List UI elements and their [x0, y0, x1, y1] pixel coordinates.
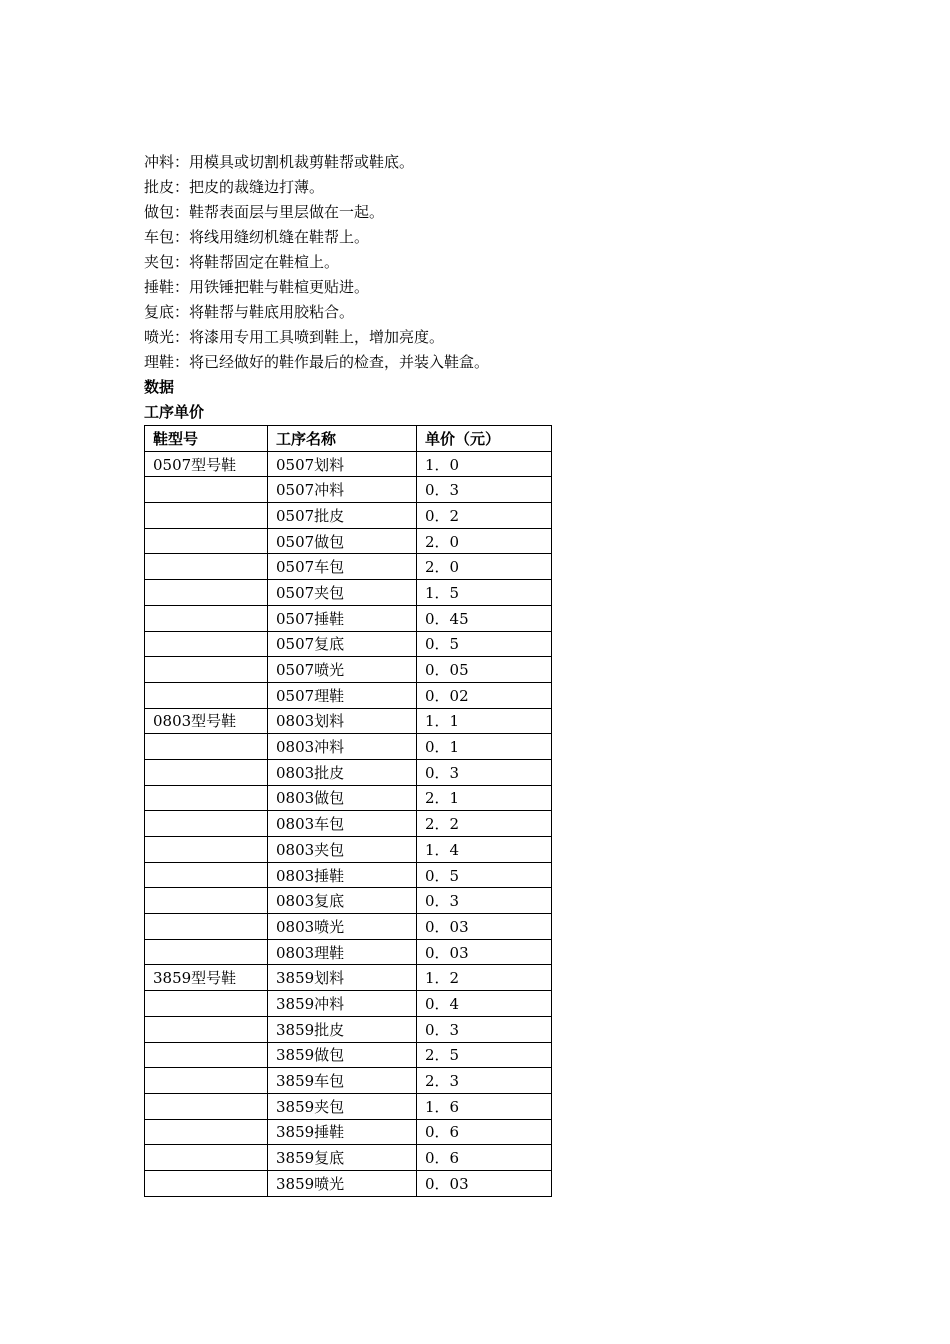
header-unit-price: 单价（元） [417, 426, 552, 452]
table-row [145, 1119, 552, 1145]
definition-list [144, 150, 844, 375]
header-shoe-model: 鞋型号 [145, 426, 268, 452]
cell-shoe-model: 0803型号鞋 [145, 708, 268, 734]
cell-shoe-model [145, 837, 268, 863]
cell-process-name: 3859划料 [268, 965, 417, 991]
cell-process-name: 0803划料 [268, 708, 417, 734]
table-row [145, 1170, 552, 1196]
cell-unit-price: 1．6 [417, 1093, 552, 1119]
table-row [145, 605, 552, 631]
cell-process-name: 0803复底 [268, 888, 417, 914]
cell-shoe-model [145, 631, 268, 657]
cell-unit-price: 0．03 [417, 1170, 552, 1196]
cell-unit-price: 2．1 [417, 785, 552, 811]
table-row [145, 837, 552, 863]
cell-unit-price: 0．02 [417, 682, 552, 708]
cell-shoe-model [145, 503, 268, 529]
cell-process-name: 0507夹包 [268, 580, 417, 606]
definition-line: 批皮：把皮的裁缝边打薄。 [144, 178, 325, 196]
cell-process-name: 0803批皮 [268, 759, 417, 785]
cell-shoe-model [145, 1119, 268, 1145]
cell-unit-price: 0．03 [417, 914, 552, 940]
cell-unit-price: 1．5 [417, 580, 552, 606]
table-row [145, 708, 552, 734]
cell-shoe-model [145, 1093, 268, 1119]
cell-unit-price: 0．3 [417, 759, 552, 785]
cell-unit-price: 1．1 [417, 708, 552, 734]
table-row [145, 811, 552, 837]
table-row [145, 503, 552, 529]
cell-shoe-model [145, 1068, 268, 1094]
definition-line: 喷光：将漆用专用工具喷到鞋上，增加亮度。 [144, 328, 445, 346]
cell-process-name: 3859捶鞋 [268, 1119, 417, 1145]
cell-unit-price: 1．4 [417, 837, 552, 863]
cell-process-name: 0507冲料 [268, 477, 417, 503]
cell-shoe-model [145, 580, 268, 606]
cell-process-name: 0803冲料 [268, 734, 417, 760]
cell-process-name: 0803夹包 [268, 837, 417, 863]
table-row [145, 554, 552, 580]
cell-shoe-model [145, 1145, 268, 1171]
cell-shoe-model [145, 811, 268, 837]
table-row [145, 965, 552, 991]
table-row [145, 1042, 552, 1068]
cell-process-name: 0803理鞋 [268, 939, 417, 965]
cell-unit-price: 0．1 [417, 734, 552, 760]
cell-shoe-model [145, 785, 268, 811]
table-row [145, 785, 552, 811]
cell-process-name: 0507批皮 [268, 503, 417, 529]
table-row [145, 631, 552, 657]
definition-line: 理鞋：将已经做好的鞋作最后的检查，并装入鞋盒。 [144, 353, 490, 371]
table-row [145, 888, 552, 914]
cell-unit-price: 2．0 [417, 528, 552, 554]
cell-unit-price: 0．6 [417, 1145, 552, 1171]
cell-shoe-model [145, 759, 268, 785]
cell-shoe-model [145, 554, 268, 580]
cell-shoe-model [145, 991, 268, 1017]
table-row [145, 1145, 552, 1171]
cell-process-name: 3859冲料 [268, 991, 417, 1017]
cell-shoe-model [145, 914, 268, 940]
table-row [145, 1016, 552, 1042]
table-row [145, 991, 552, 1017]
table-row [145, 862, 552, 888]
cell-shoe-model [145, 528, 268, 554]
unit-price-table [144, 425, 552, 1197]
cell-process-name: 0507复底 [268, 631, 417, 657]
table-row [145, 682, 552, 708]
cell-shoe-model [145, 939, 268, 965]
cell-shoe-model [145, 657, 268, 683]
cell-process-name: 3859做包 [268, 1042, 417, 1068]
definition-line: 冲料：用模具或切割机裁剪鞋帮或鞋底。 [144, 153, 415, 171]
cell-unit-price: 0．03 [417, 939, 552, 965]
cell-shoe-model [145, 682, 268, 708]
cell-shoe-model [145, 605, 268, 631]
table-row [145, 451, 552, 477]
header-process-name: 工序名称 [268, 426, 417, 452]
cell-unit-price: 0．05 [417, 657, 552, 683]
cell-unit-price: 2．2 [417, 811, 552, 837]
cell-shoe-model: 0507型号鞋 [145, 451, 268, 477]
cell-unit-price: 0．2 [417, 503, 552, 529]
table-row [145, 734, 552, 760]
definition-line: 车包：将线用缝纫机缝在鞋帮上。 [144, 228, 370, 246]
cell-process-name: 0507喷光 [268, 657, 417, 683]
cell-process-name: 0507做包 [268, 528, 417, 554]
table-row [145, 1093, 552, 1119]
cell-unit-price: 2．3 [417, 1068, 552, 1094]
cell-shoe-model: 3859型号鞋 [145, 965, 268, 991]
cell-unit-price: 0．4 [417, 991, 552, 1017]
table-row [145, 914, 552, 940]
cell-shoe-model [145, 477, 268, 503]
document-page [144, 150, 844, 1197]
cell-shoe-model [145, 862, 268, 888]
table-body [145, 451, 552, 1196]
cell-shoe-model [145, 1016, 268, 1042]
table-row [145, 1068, 552, 1094]
cell-unit-price: 2．0 [417, 554, 552, 580]
cell-unit-price: 0．6 [417, 1119, 552, 1145]
cell-unit-price: 0．3 [417, 477, 552, 503]
cell-process-name: 0803做包 [268, 785, 417, 811]
cell-process-name: 0507划料 [268, 451, 417, 477]
cell-unit-price: 0．3 [417, 1016, 552, 1042]
cell-process-name: 0803喷光 [268, 914, 417, 940]
definition-line: 夹包：将鞋帮固定在鞋楦上。 [144, 253, 340, 271]
table-row [145, 580, 552, 606]
cell-shoe-model [145, 888, 268, 914]
table-row [145, 477, 552, 503]
cell-shoe-model [145, 1042, 268, 1068]
table-row [145, 528, 552, 554]
cell-unit-price: 0．5 [417, 862, 552, 888]
cell-process-name: 3859夹包 [268, 1093, 417, 1119]
cell-process-name: 0803车包 [268, 811, 417, 837]
cell-process-name: 0507车包 [268, 554, 417, 580]
table-header-row [145, 426, 552, 452]
cell-process-name: 0507理鞋 [268, 682, 417, 708]
table-row [145, 939, 552, 965]
cell-unit-price: 0．3 [417, 888, 552, 914]
table-title: 工序单价 [144, 403, 205, 421]
cell-shoe-model [145, 1170, 268, 1196]
table-row [145, 657, 552, 683]
definition-line: 做包：鞋帮表面层与里层做在一起。 [144, 203, 385, 221]
cell-process-name: 3859批皮 [268, 1016, 417, 1042]
cell-unit-price: 0．45 [417, 605, 552, 631]
cell-unit-price: 1．2 [417, 965, 552, 991]
cell-process-name: 0803捶鞋 [268, 862, 417, 888]
definition-line: 捶鞋：用铁锤把鞋与鞋楦更贴进。 [144, 278, 370, 296]
section-title: 数据 [144, 378, 175, 396]
cell-unit-price: 2．5 [417, 1042, 552, 1068]
definition-line: 复底：将鞋帮与鞋底用胶粘合。 [144, 303, 355, 321]
cell-process-name: 3859复底 [268, 1145, 417, 1171]
cell-unit-price: 0．5 [417, 631, 552, 657]
cell-process-name: 3859喷光 [268, 1170, 417, 1196]
cell-unit-price: 1．0 [417, 451, 552, 477]
table-row [145, 759, 552, 785]
cell-process-name: 0507捶鞋 [268, 605, 417, 631]
cell-shoe-model [145, 734, 268, 760]
cell-process-name: 3859车包 [268, 1068, 417, 1094]
